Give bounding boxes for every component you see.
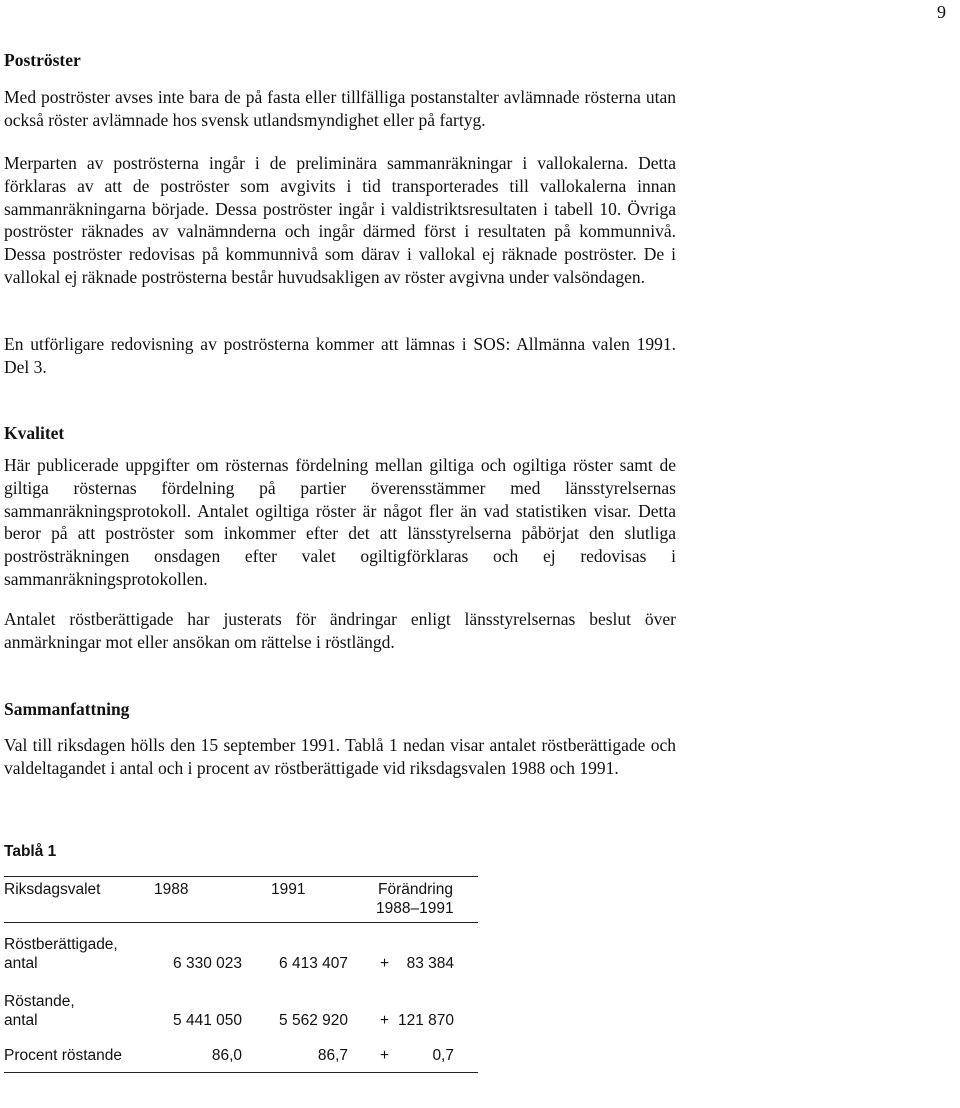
change-value: 0,7 <box>432 1047 454 1064</box>
change-value: 121 870 <box>397 1012 454 1029</box>
value-1988: 5 441 050 <box>173 1012 242 1029</box>
table-header-1991: 1991 <box>271 881 306 898</box>
value-1988: 6 330 023 <box>173 955 242 972</box>
table-title: Tablå 1 <box>4 843 57 860</box>
paragraph-postroster-3: En utförligare redovisning av poströsterna kommer att lämnas i SOS: Allmänna valen 1991. Del 3. <box>4 334 676 377</box>
value-1991: 6 413 407 <box>279 955 348 972</box>
heading-postroster: Poströster <box>4 50 81 70</box>
row-label-unit: antal <box>4 1012 38 1029</box>
change-value: 83 384 <box>406 955 454 972</box>
row-label: Procent röstande <box>4 1047 123 1064</box>
table-header-riksdagsvalet: Riksdagsvalet <box>4 881 101 898</box>
value-1991: 5 562 920 <box>279 1012 348 1029</box>
row-label: Röstande, <box>4 993 75 1010</box>
heading-kvalitet: Kvalitet <box>4 423 65 443</box>
table-header-forandring: Förändring <box>378 881 453 898</box>
paragraph-kvalitet-2: Antalet röstberättigade har justerats för ändringar enligt länsstyrelsernas beslut över anmärkningar mot eller ansökan om rättelse i röstlängd. <box>4 609 676 652</box>
table-top-rule <box>4 876 478 877</box>
row-label: Röstberättigade, <box>4 936 118 953</box>
table-header-period: 1988–1991 <box>376 900 454 917</box>
page-number: 9 <box>937 2 946 22</box>
paragraph-kvalitet-1: Här publicerade uppgifter om rösternas fördelning mellan giltiga och ogiltiga röster samt de giltiga rösternas fördelning på partier överensstämmer med länsstyrelsernas sammanräkningsprotokoll. Antalet ogiltiga röster är något fler än vad statistiken visar. Detta beror på att poströster som inkommer efter det att länsstyrelserna påbörjat den slutliga poströsträkningen onsdagen efter valet ogiltigförklaras och ej redovisas i sammanräkningsprotokollen. <box>4 455 676 589</box>
change-sign: + <box>380 1012 390 1029</box>
heading-sammanfattning: Sammanfattning <box>4 699 130 719</box>
table-header-1988: 1988 <box>154 881 189 898</box>
change-sign: + <box>380 1047 390 1064</box>
change-sign: + <box>380 955 390 972</box>
value-1988: 86,0 <box>211 1047 242 1064</box>
value-1991: 86,7 <box>317 1047 348 1064</box>
table-bottom-rule <box>4 1072 478 1073</box>
paragraph-postroster-2: Merparten av poströsterna ingår i de preliminära sammanräkningar i vallokalerna. Detta förklaras av att de poströster som avgivits i tid transporterades till vallokalerna innan sammanräkningarna började. Dessa poströster ingår i valdistriktsresultaten i tabell 10. Övriga poströster räknades av valnämnderna och ingår därmed först i resultaten på kommunnivå. Dessa poströster redovisas på kommunnivå som därav i vallokal ej räknade poströster. De i vallokal ej räknade poströsterna består huvudsakligen av röster avgivna under valsöndagen. <box>4 153 676 287</box>
row-label-unit: antal <box>4 955 38 972</box>
table-header-rule <box>4 922 478 923</box>
paragraph-sammanfattning-1: Val till riksdagen hölls den 15 september 1991. Tablå 1 nedan visar antalet röstberättigade och valdeltagandet i antal och i procent av röstberättigade vid riksdagsvalen 1988 och 1991. <box>4 735 676 778</box>
paragraph-postroster-1: Med poströster avses inte bara de på fasta eller tillfälliga postanstalter avlämnade rösterna utan också röster avlämnade hos svensk utlandsmyndighet eller på fartyg. <box>4 87 676 130</box>
